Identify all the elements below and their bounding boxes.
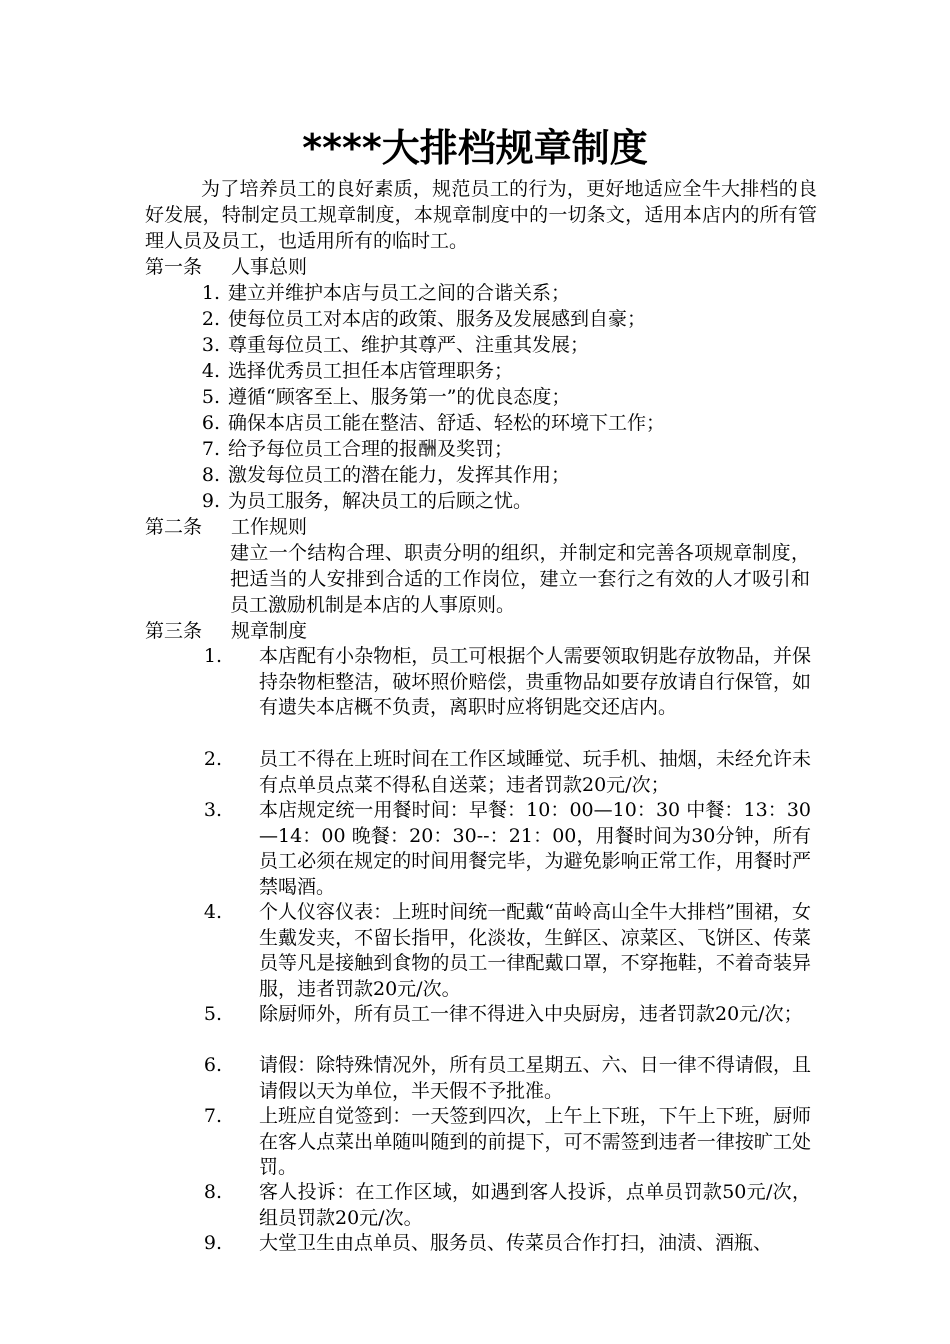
- section-2-heading: [145, 514, 307, 540]
- item-number: 4.: [201, 360, 220, 382]
- item-number: 8.: [203, 1181, 222, 1203]
- list-item: [200, 332, 800, 358]
- item-number: 6.: [203, 1054, 222, 1076]
- item-text: 本店规定统一用餐时间：早餐：10：00—10：30 中餐：13：30—14：00 晚餐：20：30--：21：00，用餐时间为30分钟，所有员工必须在规定的时间用餐完毕，为避免影响正常工作，用餐时严禁喝酒。: [259, 799, 811, 898]
- section-2-body: 建立一个结构合理、职责分明的组织，并制定和完善各项规章制度，把适当的人安排到合适的工作岗位，建立一套行之有效的人才吸引和员工激励机制是本店的人事原则。: [230, 542, 810, 616]
- item-text: 选择优秀员工担任本店管理职务；: [228, 360, 514, 382]
- item-number: 5.: [203, 1003, 222, 1025]
- item-number: 7.: [201, 438, 220, 460]
- item-number: 7.: [203, 1105, 222, 1127]
- item-text: 遵循“顾客至上、服务第一”的优良态度；: [228, 386, 571, 408]
- item-text: 为员工服务，解决员工的后顾之忧。: [228, 490, 533, 512]
- section-3-number: 第三条: [145, 620, 203, 642]
- item-number: 2.: [203, 748, 222, 770]
- item-number: 6.: [201, 412, 220, 434]
- section-1-heading: [145, 254, 307, 280]
- item-text: 客人投诉：在工作区域，如遇到客人投诉，点单员罚款50元/次，组员罚款20元/次。: [259, 1181, 811, 1229]
- item-number: 3.: [201, 334, 220, 356]
- item-text: 上班应自觉签到：一天签到四次，上午上下班，下午上下班，厨师在客人点菜出单随叫随到的前提下，可不需签到违者一律按旷工处罚。: [259, 1105, 811, 1178]
- document-title: ****大排档规章制度: [302, 126, 648, 170]
- item-number: 5.: [201, 386, 220, 408]
- item-text: 本店配有小杂物柜，员工可根据个人需要领取钥匙存放物品，并保持杂物柜整洁，破坏照价赔偿，贵重物品如要存放请自行保管，如有遗失本店概不负责，离职时应将钥匙交还店内。: [259, 645, 811, 718]
- list-item: [200, 410, 800, 436]
- item-number: 1.: [201, 282, 220, 304]
- item-text: 大堂卫生由点单员、服务员、传菜员合作打扫，油渍、酒瓶、: [259, 1232, 773, 1254]
- item-number: 4.: [203, 901, 222, 923]
- section-1-title: 人事总则: [231, 256, 308, 278]
- item-number: 9.: [201, 490, 220, 512]
- list-item: [200, 280, 800, 306]
- item-text: 除厨师外，所有员工一律不得进入中央厨房，违者罚款20元/次；: [259, 1003, 803, 1025]
- section-3-heading: [145, 618, 307, 644]
- list-item: [200, 358, 800, 384]
- section-2-number: 第二条: [145, 516, 203, 538]
- item-text: 请假：除特殊情况外，所有员工星期五、六、日一律不得请假，且请假以天为单位，半天假不予批准。: [259, 1054, 811, 1102]
- list-item: [200, 462, 800, 488]
- item-text: 使每位员工对本店的政策、服务及发展感到自豪；: [228, 308, 647, 330]
- item-number: 8.: [201, 464, 220, 486]
- list-item: [200, 384, 800, 410]
- item-text: 建立并维护本店与员工之间的合谐关系；: [228, 282, 571, 304]
- section-3-title: 规章制度: [231, 620, 308, 642]
- item-number: 9.: [203, 1232, 222, 1254]
- section-1-number: 第一条: [145, 256, 203, 278]
- item-number: 1.: [203, 645, 222, 667]
- item-text: 确保本店员工能在整洁、舒适、轻松的环境下工作；: [228, 412, 666, 434]
- intro-paragraph: 为了培养员工的良好素质，规范员工的行为，更好地适应全牛大排档的良好发展，特制定员工规章制度，本规章制度中的一切条文，适用本店内的所有管理人员及员工，也适用所有的临时工。: [145, 178, 817, 252]
- list-item: [200, 306, 800, 332]
- item-text: 激发每位员工的潜在能力，发挥其作用；: [228, 464, 571, 486]
- item-text: 尊重每位员工、维护其尊严、注重其发展；: [228, 334, 590, 356]
- section-2-title: 工作规则: [231, 516, 308, 538]
- item-text: 员工不得在上班时间在工作区域睡觉、玩手机、抽烟，未经允许未有点单员点菜不得私自送菜；违者罚款20元/次；: [259, 748, 811, 796]
- list-item: [200, 488, 800, 514]
- list-item: [200, 436, 800, 462]
- item-text: 给予每位员工合理的报酬及奖罚；: [228, 438, 514, 460]
- item-number: 3.: [203, 799, 222, 821]
- item-number: 2.: [201, 308, 220, 330]
- item-text: 个人仪容仪表：上班时间统一配戴“苗岭高山全牛大排档”围裙，女生戴发夹，不留长指甲，化淡妆，生鲜区、凉菜区、飞饼区、传菜员等凡是接触到食物的员工一律配戴口罩，不穿拖鞋，不着奇装异服，违者罚款20元/次。: [259, 901, 811, 1000]
